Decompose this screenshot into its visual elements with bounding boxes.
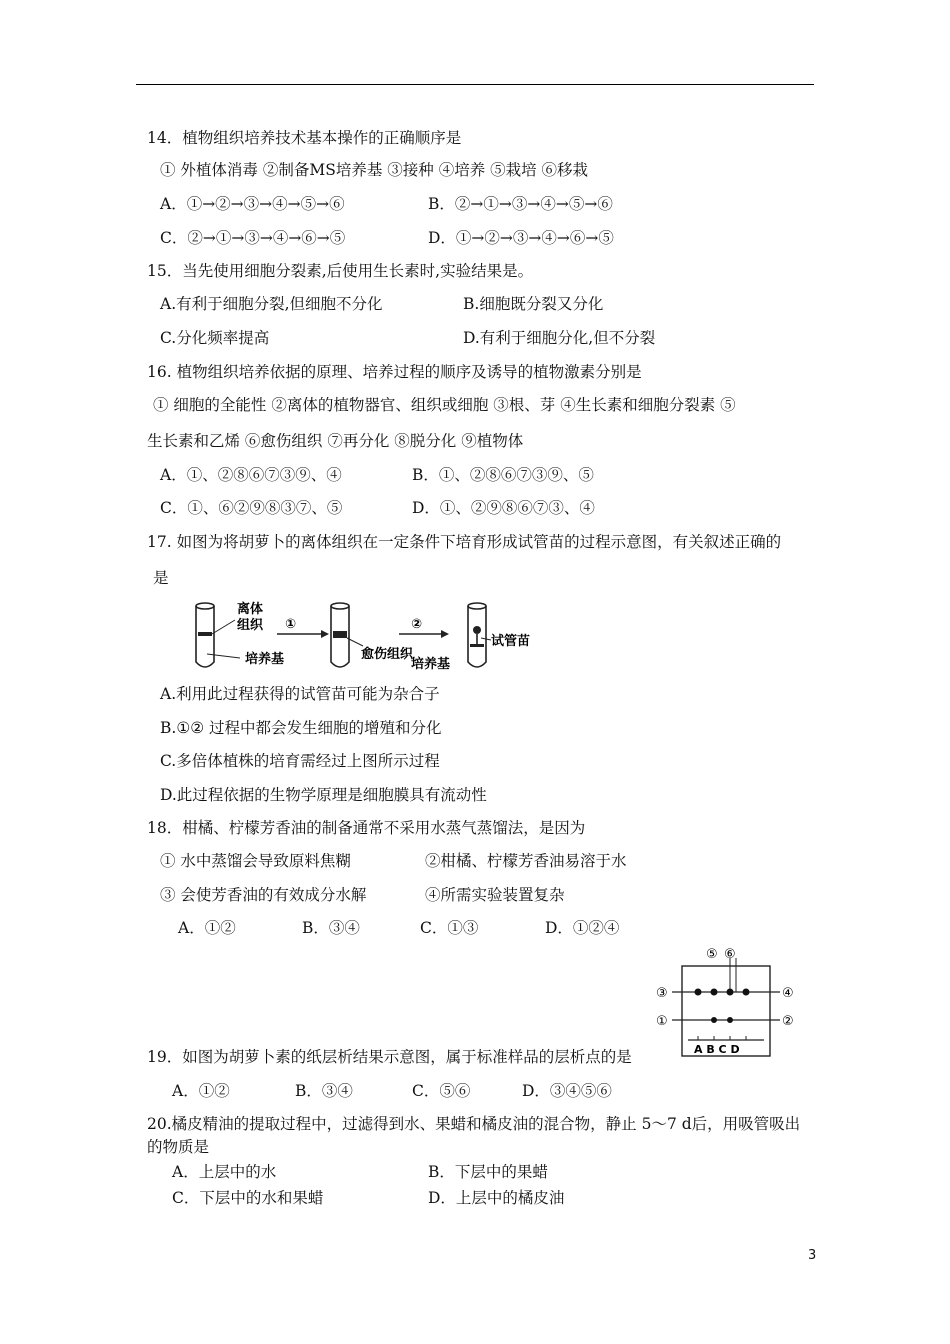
q17-option-c[interactable]: C.多倍体植株的培育需经过上图所示过程 xyxy=(160,752,440,770)
q19-option-c[interactable]: C．⑤⑥ xyxy=(412,1082,471,1100)
q16-option-c[interactable]: C．①、⑥②⑨⑧③⑦、⑤ xyxy=(160,499,343,517)
label-step-2: ② xyxy=(411,617,423,632)
q14-stem: 14．植物组织培养技术基本操作的正确顺序是 xyxy=(147,129,462,147)
q18-option-c[interactable]: C．①③ xyxy=(420,919,479,937)
q14-option-d[interactable]: D．①→②→③→④→⑥→⑤ xyxy=(428,229,614,247)
page-number: 3 xyxy=(808,1248,817,1263)
q20-option-d[interactable]: D．上层中的橘皮油 xyxy=(428,1189,565,1207)
test-tube-figure xyxy=(185,598,555,672)
spot xyxy=(727,1017,733,1023)
q17-stem-line2: 是 xyxy=(153,569,169,587)
spot xyxy=(711,1017,717,1023)
label-tissue-1: 离体 xyxy=(237,602,264,617)
q18-option-a[interactable]: A．①② xyxy=(178,919,236,937)
q15-option-a[interactable]: A.有利于细胞分裂,但细胞不分化 xyxy=(160,295,383,313)
q18-stem: 18．柑橘、柠檬芳香油的制备通常不采用水蒸气蒸馏法，是因为 xyxy=(147,819,586,837)
q20-option-b[interactable]: B．下层中的果蜡 xyxy=(428,1163,548,1181)
header-rule xyxy=(136,84,814,85)
q18-item-4: ④所需实验装置复杂 xyxy=(425,886,565,904)
q14-option-c[interactable]: C．②→①→③→④→⑥→⑤ xyxy=(160,229,346,247)
label-tissue-2: 组织 xyxy=(237,618,264,633)
q17-stem-line1: 17. 如图为将胡萝卜的离体组织在一定条件下培育形成试管苗的过程示意图，有关叙述正确的 xyxy=(147,533,782,551)
plantlet-icon xyxy=(470,626,484,647)
q15-option-c[interactable]: C.分化频率提高 xyxy=(160,329,270,347)
explant-tissue xyxy=(198,632,212,636)
q14-option-a[interactable]: A．①→②→③→④→⑤→⑥ xyxy=(160,195,345,213)
q18-option-d[interactable]: D．①②④ xyxy=(545,919,620,937)
q16-option-b[interactable]: B．①、②⑧⑥⑦③⑨、⑤ xyxy=(412,466,594,484)
label-step-1: ① xyxy=(285,617,297,632)
q16-stem: 16. 植物组织培养依据的原理、培养过程的顺序及诱导的植物激素分别是 xyxy=(147,363,642,381)
label-plantlet: 试管苗 xyxy=(491,634,531,649)
q16-items-line1: ① 细胞的全能性 ②离体的植物器官、组织或细胞 ③根、芽 ④生长素和细胞分裂素 ⑤ xyxy=(153,396,736,414)
spot xyxy=(695,989,702,996)
q15-option-d[interactable]: D.有利于细胞分化,但不分裂 xyxy=(463,329,656,347)
label-6: ⑥ xyxy=(724,947,736,962)
label-callus: 愈伤组织 xyxy=(361,647,414,662)
q16-option-a[interactable]: A．①、②⑧⑥⑦③⑨、④ xyxy=(160,466,342,484)
q19-option-d[interactable]: D．③④⑤⑥ xyxy=(522,1082,612,1100)
q18-option-b[interactable]: B．③④ xyxy=(302,919,360,937)
q20-stem-line2: 的物质是 xyxy=(147,1138,210,1156)
label-2: ② xyxy=(782,1014,794,1029)
q18-item-2: ②柑橘、柠檬芳香油易溶于水 xyxy=(425,852,627,870)
q16-items-line2: 生长素和乙烯 ⑥愈伤组织 ⑦再分化 ⑧脱分化 ⑨植物体 xyxy=(147,432,524,450)
q14-option-b[interactable]: B．②→①→③→④→⑤→⑥ xyxy=(428,195,613,213)
leader-line xyxy=(207,654,240,658)
q20-stem-line1: 20.橘皮精油的提取过程中，过滤得到水、果蜡和橘皮油的混合物，静止 5～7 d后，用吸管吸出 xyxy=(147,1115,801,1133)
chromatography-figure xyxy=(654,944,804,1064)
q17-option-a[interactable]: A.利用此过程获得的试管苗可能为杂合子 xyxy=(160,685,440,703)
q15-option-b[interactable]: B.细胞既分裂又分化 xyxy=(463,295,604,313)
callus-tissue xyxy=(333,631,347,638)
q18-item-3: ③ 会使芳香油的有效成分水解 xyxy=(160,886,367,904)
spot xyxy=(727,989,734,996)
leader-line xyxy=(212,620,235,634)
q15-stem: 15．当先使用细胞分裂素,后使用生长素时,实验结果是。 xyxy=(147,262,534,280)
label-1: ① xyxy=(656,1014,668,1029)
q20-option-a[interactable]: A．上层中的水 xyxy=(172,1163,277,1181)
q16-option-d[interactable]: D．①、②⑨⑧⑥⑦③、④ xyxy=(412,499,595,517)
arrow-step-2 xyxy=(399,630,449,638)
q20-option-c[interactable]: C．下层中的水和果蜡 xyxy=(172,1189,324,1207)
label-3: ③ xyxy=(656,986,668,1001)
q19-option-b[interactable]: B．③④ xyxy=(295,1082,353,1100)
q19-option-a[interactable]: A．①② xyxy=(172,1082,230,1100)
label-medium-1: 培养基 xyxy=(245,652,285,667)
label-5: ⑤ xyxy=(706,947,718,962)
q14-items: ① 外植体消毒 ②制备MS培养基 ③接种 ④培养 ⑤栽培 ⑥移栽 xyxy=(160,161,589,179)
q19-stem: 19．如图为胡萝卜素的纸层析结果示意图，属于标准样品的层析点的是 xyxy=(147,1048,632,1066)
label-medium-2: 培养基 xyxy=(411,657,451,672)
q17-option-b[interactable]: B.①② 过程中都会发生细胞的增殖和分化 xyxy=(160,719,442,737)
q17-option-d[interactable]: D.此过程依据的生物学原理是细胞膜具有流动性 xyxy=(160,786,487,804)
lane-labels: A B C D xyxy=(694,1043,740,1056)
q18-item-1: ① 水中蒸馏会导致原料焦糊 xyxy=(160,852,351,870)
label-4: ④ xyxy=(782,986,794,1001)
spot xyxy=(711,989,718,996)
spot xyxy=(743,989,750,996)
